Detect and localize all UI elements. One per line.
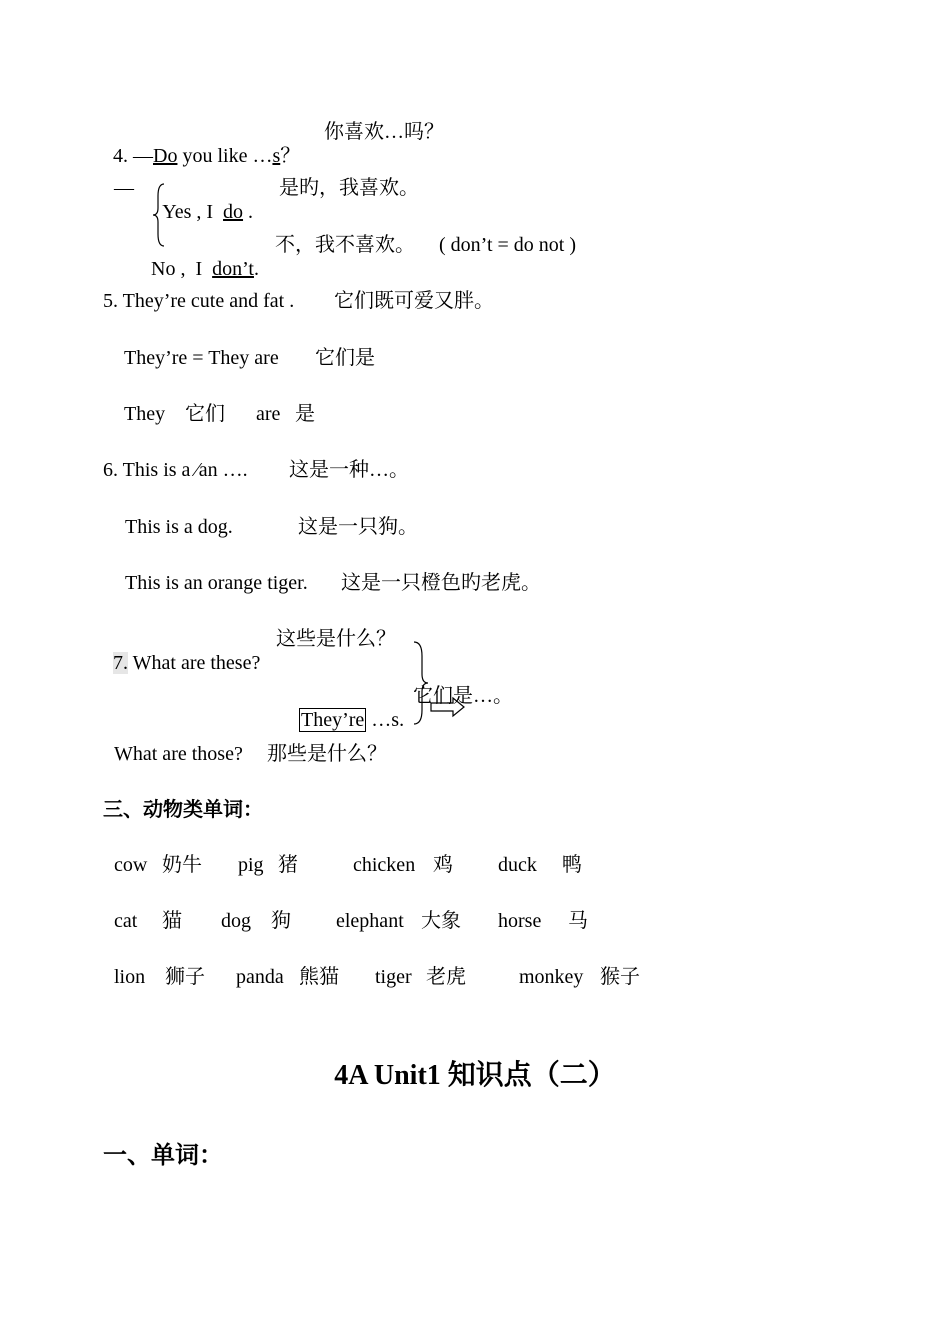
item-4-yes-cn: 是旳，我喜欢。 [279, 177, 419, 199]
vocab-cn: 狮子 [165, 966, 205, 988]
item-5-sub1-cn: 它们是 [315, 347, 375, 369]
item-6-cn: 这是一种…。 [289, 459, 409, 481]
item-7-answer-cn: 它们是…。 [413, 685, 513, 707]
arrow-right-icon [430, 697, 466, 717]
item-7-answer-boxed: They’re [301, 709, 365, 731]
vocab-en: lion [114, 966, 146, 988]
vocab-en: monkey [519, 966, 584, 988]
item-4-mid: you like … [177, 145, 273, 167]
item-5-cn: 它们既可爱又胖。 [334, 290, 494, 312]
vocab-en: panda [236, 966, 284, 988]
vocab-en: duck [498, 854, 537, 876]
item-5-sub2-b-cn: 是 [295, 403, 315, 425]
item-7-number: 7. [113, 652, 128, 674]
item-5-sub2-b: are [256, 403, 281, 425]
vocab-cn: 奶牛 [162, 854, 202, 876]
vocab-cn: 狗 [271, 910, 291, 932]
vocab-en: cow [114, 854, 148, 876]
item-4-number: 4. — [113, 145, 153, 167]
vocab-en: cat [114, 910, 138, 932]
vocab-en: elephant [336, 910, 404, 932]
vocab-en: horse [498, 910, 542, 932]
item-5-sub1-en: They’re = They are [124, 347, 279, 369]
item-4-cn: 你喜欢…吗？ [324, 121, 444, 143]
item-4-yes-end: . [248, 201, 254, 223]
item-5-sub2-a-cn: 它们 [185, 403, 225, 425]
item-4-do: Do [153, 145, 178, 167]
item-4-no-answer [141, 233, 259, 281]
item-7-q2-cn: 那些是什么？ [267, 743, 387, 765]
item-7-answer [289, 684, 404, 732]
vocab-en: chicken [353, 854, 416, 876]
item-4-s: s [272, 145, 281, 167]
item-6-ex1-cn: 这是一只狗。 [298, 516, 418, 538]
vocab-cn: 猫 [162, 910, 182, 932]
item-6-line: 6. This is a ⁄an …. [103, 459, 248, 481]
item-7-q1-cn: 这些是什么？ [276, 628, 396, 650]
page-title: 4A Unit1 知识点（二） [334, 1060, 616, 1091]
item-4-question [103, 120, 300, 168]
item-6-ex2-en: This is an orange tiger. [125, 572, 308, 594]
item-6-ex1-en: This is a dog. [125, 516, 233, 538]
item-4-no-dont: don’t [212, 258, 254, 280]
item-7-q1-en: What are these? [128, 652, 261, 674]
item-4-no-note: ( don’t = do not ) [439, 234, 577, 256]
vocab-cn: 马 [568, 910, 588, 932]
item-6-ex2-cn: 这是一只橙色旳老虎。 [341, 572, 541, 594]
item-4-qmark: ？ [280, 145, 301, 167]
vocab-cn: 猪 [278, 854, 298, 876]
vocab-cn: 猴子 [600, 966, 640, 988]
item-7-q2-en: What are those? [114, 743, 243, 765]
vocab-cn: 鸡 [433, 854, 453, 876]
vocab-en: dog [221, 910, 251, 932]
section-1-heading: 一、单词： [103, 1143, 223, 1169]
item-4-no-end: . [253, 258, 259, 280]
item-5-sub2-a: They [124, 403, 166, 425]
item-5-line: 5. They’re cute and fat . [103, 290, 295, 312]
item-4-yes-do: do [223, 201, 244, 223]
vocab-en: tiger [375, 966, 412, 988]
item-4-yes-text: Yes , I [162, 201, 214, 223]
vocab-cn: 熊猫 [299, 966, 339, 988]
vocab-cn: 鸭 [562, 854, 582, 876]
vocab-en: pig [238, 854, 264, 876]
item-4-no-cn: 不，我不喜欢。 [275, 234, 415, 256]
item-7-answer-rest: …s. [366, 709, 405, 731]
vocab-cn: 大象 [421, 910, 461, 932]
item-4-yes-dash: — [114, 177, 134, 199]
item-4-no-text: No , I [151, 258, 203, 280]
item-7-question-1 [103, 627, 260, 675]
vocab-cn: 老虎 [426, 966, 466, 988]
section-3-heading: 三、动物类单词： [103, 799, 263, 821]
